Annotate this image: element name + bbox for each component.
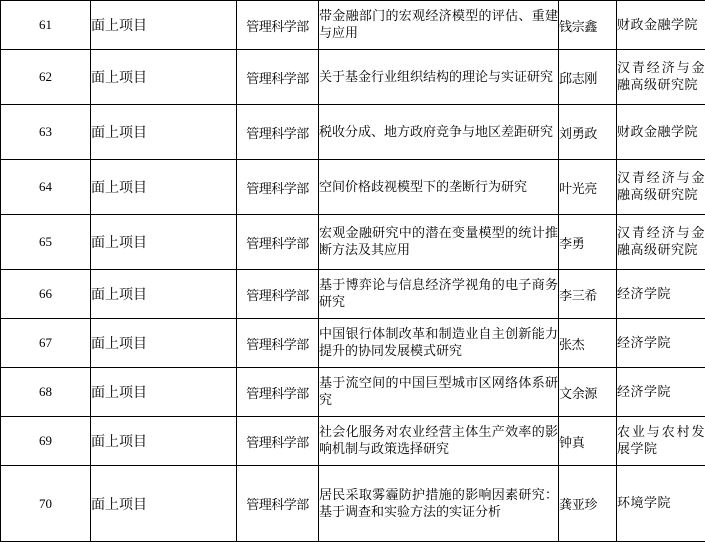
school: 财政金融学院: [617, 105, 705, 160]
school: 汉青经济与金融高级研究院: [617, 160, 705, 215]
project-title: 宏观金融研究中的潜在变量模型的统计推断方法及其应用: [319, 215, 559, 270]
row-number: 68: [1, 368, 91, 417]
school: 经济学院: [617, 270, 705, 319]
department: 管理科学部: [237, 215, 319, 270]
row-number: 64: [1, 160, 91, 215]
department: 管理科学部: [237, 466, 319, 542]
row-number: 69: [1, 417, 91, 466]
principal-investigator: 龚亚珍: [559, 466, 617, 542]
project-title: 中国银行体制改革和制造业自主创新能力提升的协同发展模式研究: [319, 319, 559, 368]
table-row: [1, 319, 705, 368]
project-title: 居民采取雾霾防护措施的影响因素研究：基于调查和实验方法的实证分析: [319, 466, 559, 542]
project-type: 面上项目: [91, 319, 237, 368]
project-title: 关于基金行业组织结构的理论与实证研究: [319, 50, 559, 105]
school: 经济学院: [617, 319, 705, 368]
row-number: 66: [1, 270, 91, 319]
table-row: [1, 1, 705, 50]
project-title: 空间价格歧视模型下的垄断行为研究: [319, 160, 559, 215]
project-type: 面上项目: [91, 466, 237, 542]
school: 汉青经济与金融高级研究院: [617, 50, 705, 105]
project-type: 面上项目: [91, 215, 237, 270]
principal-investigator: 钱宗鑫: [559, 1, 617, 50]
row-number: 62: [1, 50, 91, 105]
department: 管理科学部: [237, 105, 319, 160]
department: 管理科学部: [237, 368, 319, 417]
table-row: [1, 160, 705, 215]
school: 环境学院: [617, 466, 705, 542]
project-title: 基于流空间的中国巨型城市区网络体系研究: [319, 368, 559, 417]
project-title: 基于博弈论与信息经济学视角的电子商务研究: [319, 270, 559, 319]
department: 管理科学部: [237, 1, 319, 50]
table-row: [1, 417, 705, 466]
table-row: [1, 368, 705, 417]
row-number: 70: [1, 466, 91, 542]
principal-investigator: 李勇: [559, 215, 617, 270]
project-type: 面上项目: [91, 1, 237, 50]
row-number: 63: [1, 105, 91, 160]
principal-investigator: 张杰: [559, 319, 617, 368]
project-title: 带金融部门的宏观经济模型的评估、重建与应用: [319, 1, 559, 50]
department: 管理科学部: [237, 160, 319, 215]
row-number: 61: [1, 1, 91, 50]
principal-investigator: 文余源: [559, 368, 617, 417]
row-number: 65: [1, 215, 91, 270]
principal-investigator: 李三希: [559, 270, 617, 319]
project-type: 面上项目: [91, 270, 237, 319]
project-type: 面上项目: [91, 105, 237, 160]
department: 管理科学部: [237, 270, 319, 319]
department: 管理科学部: [237, 50, 319, 105]
school: 农业与农村发展学院: [617, 417, 705, 466]
project-type: 面上项目: [91, 368, 237, 417]
table-row: [1, 466, 705, 542]
table-row: [1, 270, 705, 319]
project-title: 社会化服务对农业经营主体生产效率的影响机制与政策选择研究: [319, 417, 559, 466]
principal-investigator: 叶光亮: [559, 160, 617, 215]
project-title: 税收分成、地方政府竞争与地区差距研究: [319, 105, 559, 160]
principal-investigator: 钟真: [559, 417, 617, 466]
project-type: 面上项目: [91, 417, 237, 466]
department: 管理科学部: [237, 417, 319, 466]
school: 财政金融学院: [617, 1, 705, 50]
row-number: 67: [1, 319, 91, 368]
table-row: [1, 105, 705, 160]
principal-investigator: 刘勇政: [559, 105, 617, 160]
table-row: [1, 215, 705, 270]
principal-investigator: 邱志刚: [559, 50, 617, 105]
project-type: 面上项目: [91, 160, 237, 215]
school: 经济学院: [617, 368, 705, 417]
department: 管理科学部: [237, 319, 319, 368]
project-type: 面上项目: [91, 50, 237, 105]
table-row: [1, 50, 705, 105]
school: 汉青经济与金融高级研究院: [617, 215, 705, 270]
